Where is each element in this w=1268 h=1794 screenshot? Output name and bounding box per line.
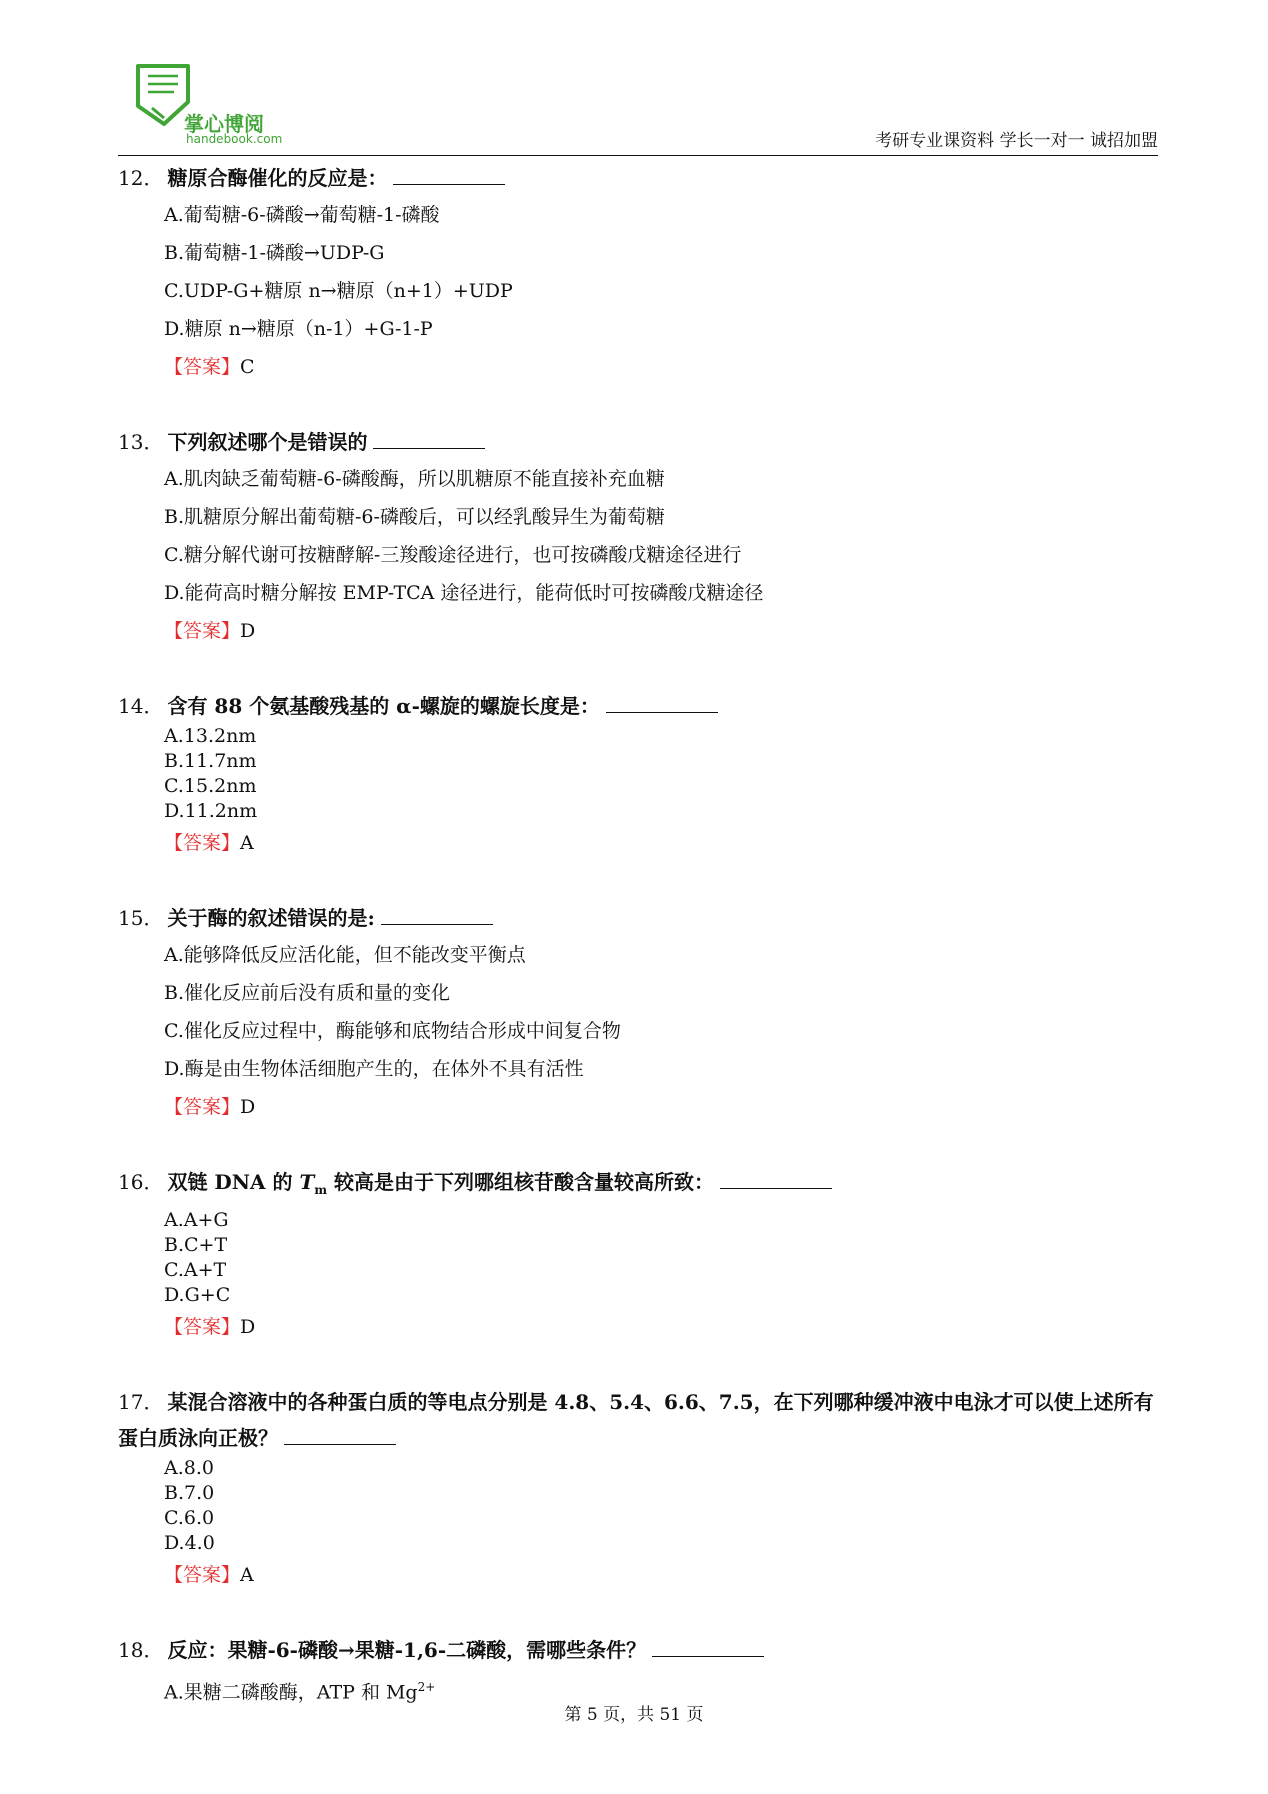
answer-blank — [393, 166, 505, 185]
header-slogan: 考研专业课资料 学长一对一 诚招加盟 — [875, 131, 1158, 151]
option-a-text: A.果糖二磷酸酶，ATP 和 Mg — [164, 1681, 418, 1704]
question-text: 糖原合酶催化的反应是： — [167, 166, 388, 190]
option-c: C.15.2nm — [164, 775, 257, 797]
question-text: 含有 88 个氨基酸残基的 α-螺旋的螺旋长度是： — [167, 694, 600, 718]
option-c: C.A+T — [164, 1259, 227, 1281]
answer-label: 【答案】 — [164, 356, 241, 378]
question-text-post: 较高是由于下列哪组核苷酸含量较高所致： — [327, 1170, 715, 1194]
logo-domain: handebook.com — [186, 132, 283, 146]
option-list — [118, 724, 1158, 824]
question-text: 关于酶的叙述错误的是: — [167, 906, 375, 930]
question-text: 下列叙述哪个是错误的 — [167, 430, 368, 454]
question-text: 某混合溶液中的各种蛋白质的等电点分别是 4.8、5.4、6.6、7.5，在下列哪种缓冲液中电泳才可以使上述所有蛋白质泳向正极？ — [118, 1390, 1154, 1450]
question-17 — [118, 1384, 1158, 1594]
page-footer: 第 5 页，共 51 页 — [564, 1705, 704, 1725]
option-d: D.4.0 — [164, 1532, 215, 1554]
option-b: B.11.7nm — [164, 750, 257, 772]
logo — [134, 62, 294, 152]
question-title — [118, 160, 1158, 196]
answer-line — [118, 824, 1158, 862]
question-text-pre: 双链 DNA 的 — [167, 1170, 300, 1194]
question-title — [118, 1632, 1158, 1668]
question-number: 12． — [118, 166, 164, 190]
answer-value: C — [240, 356, 255, 378]
answer-label: 【答案】 — [164, 620, 241, 642]
option-c: C.糖分解代谢可按糖酵解-三羧酸途径进行，也可按磷酸戊糖途径进行 — [164, 544, 742, 566]
answer-value: A — [240, 832, 254, 854]
option-c: C.催化反应过程中，酶能够和底物结合形成中间复合物 — [164, 1020, 621, 1042]
option-d: D.11.2nm — [164, 800, 258, 822]
option-a: A.肌肉缺乏葡萄糖-6-磷酸酶，所以肌糖原不能直接补充血糖 — [164, 468, 665, 490]
answer-blank — [606, 694, 718, 713]
answer-value: A — [240, 1564, 254, 1586]
answer-label: 【答案】 — [164, 1096, 241, 1118]
answer-value: D — [240, 1096, 256, 1118]
option-c: C.6.0 — [164, 1507, 215, 1529]
answer-label: 【答案】 — [164, 832, 241, 854]
option-a: A.葡萄糖-6-磷酸→葡萄糖-1-磷酸 — [164, 204, 440, 226]
question-12 — [118, 160, 1158, 386]
tm-subscript: m — [314, 1183, 328, 1197]
question-text: 反应：果糖-6-磷酸→果糖-1,6-二磷酸，需哪些条件？ — [167, 1638, 647, 1662]
question-number: 14． — [118, 694, 164, 718]
option-b: B.葡萄糖-1-磷酸→UDP-G — [164, 242, 385, 264]
logo-text: 掌心博阅 — [184, 112, 264, 136]
option-list — [118, 1208, 1158, 1308]
question-title — [118, 424, 1158, 460]
question-title — [118, 1164, 1158, 1208]
answer-line — [118, 1088, 1158, 1126]
option-a: A.能够降低反应活化能，但不能改变平衡点 — [164, 944, 526, 966]
option-d: D.能荷高时糖分解按 EMP-TCA 途径进行，能荷低时可按磷酸戊糖途径 — [164, 582, 764, 604]
tm-symbol: T — [299, 1170, 315, 1194]
option-c: C.UDP-G+糖原 n→糖原（n+1）+UDP — [164, 280, 513, 302]
question-15 — [118, 900, 1158, 1126]
option-a: A.A+G — [164, 1209, 229, 1231]
question-title — [118, 1384, 1158, 1456]
option-b: B.肌糖原分解出葡萄糖-6-磷酸后，可以经乳酸异生为葡萄糖 — [164, 506, 665, 528]
question-list — [118, 160, 1158, 1749]
question-number: 13． — [118, 430, 164, 454]
question-16 — [118, 1164, 1158, 1346]
option-list — [118, 460, 1158, 612]
option-b: B.催化反应前后没有质和量的变化 — [164, 982, 451, 1004]
question-14 — [118, 688, 1158, 862]
option-a-superscript: 2+ — [417, 1680, 436, 1694]
answer-line — [118, 1308, 1158, 1346]
option-b: B.7.0 — [164, 1482, 215, 1504]
question-13 — [118, 424, 1158, 650]
option-d: D.糖原 n→糖原（n-1）+G-1-P — [164, 318, 433, 340]
option-d: D.G+C — [164, 1284, 231, 1306]
answer-blank — [652, 1638, 764, 1657]
question-number: 18． — [118, 1638, 164, 1662]
question-number: 15． — [118, 906, 164, 930]
option-a: A.13.2nm — [164, 725, 257, 747]
answer-line — [118, 1556, 1158, 1594]
answer-blank — [284, 1426, 396, 1445]
option-a: A.8.0 — [164, 1457, 214, 1479]
question-title — [118, 900, 1158, 936]
option-list — [118, 936, 1158, 1088]
answer-blank — [373, 430, 485, 449]
option-list — [118, 196, 1158, 348]
answer-blank — [381, 906, 493, 925]
question-title — [118, 688, 1158, 724]
page-header — [118, 58, 1158, 158]
header-divider — [118, 155, 1158, 156]
option-d: D.酶是由生物体活细胞产生的，在体外不具有活性 — [164, 1058, 584, 1080]
answer-blank — [720, 1170, 832, 1189]
answer-line — [118, 612, 1158, 650]
answer-value: D — [240, 1316, 256, 1338]
answer-line — [118, 348, 1158, 386]
question-number: 16． — [118, 1170, 164, 1194]
option-list — [118, 1456, 1158, 1556]
option-b: B.C+T — [164, 1234, 228, 1256]
question-number: 17． — [118, 1390, 164, 1414]
answer-label: 【答案】 — [164, 1564, 241, 1586]
answer-value: D — [240, 620, 256, 642]
answer-label: 【答案】 — [164, 1316, 241, 1338]
